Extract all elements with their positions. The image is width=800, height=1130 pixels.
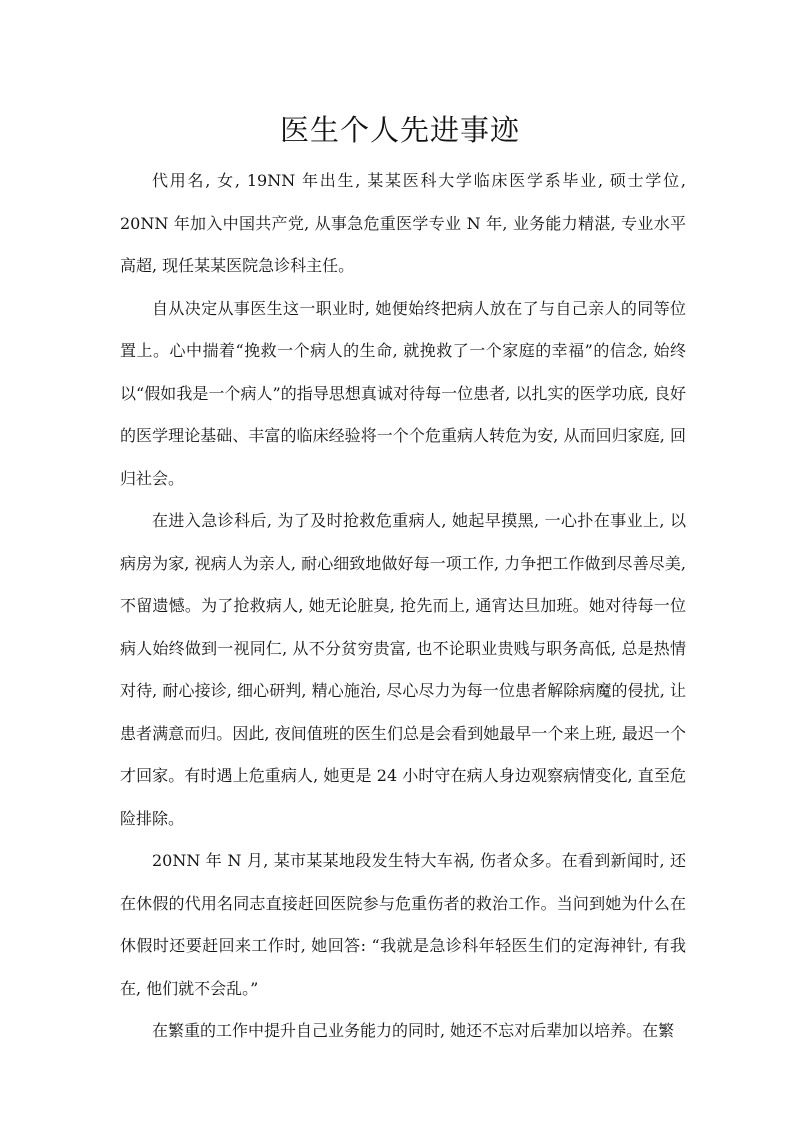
paragraph: 代用名, 女, 19NN 年出生, 某某医科大学临床医学系毕业, 硕士学位, 20NN 年加入中国共产党, 从事急危重医学专业 N 年, 业务能力精湛, 专业水平高超, 现任某某医院急诊科主任。 — [120, 171, 686, 275]
paragraph: 自从决定从事医生这一职业时, 她便始终把病人放在了与自己亲人的同等位置上。心中揣着“挽救一个病人的生命, 就挽救了一个家庭的幸福”的信念, 始终以“假如我是一个病人”的指导思想真诚对待每一位患者, 以扎实的医学功底, 良好的医学理论基础、丰富的临床经验将一个个危重病人转危为安, 从而回归家庭, 回归社会。 — [120, 298, 686, 488]
paragraph: 在繁重的工作中提升自己业务能力的同时, 她还不忘对后辈加以培养。在繁 — [152, 1021, 675, 1040]
document-body — [120, 160, 686, 1053]
paragraph: 20NN 年 N 月, 某市某某地段发生特大车祸, 伤者众多。在看到新闻时, 还在休假的代用名同志直接赶回医院参与危重伤者的救治工作。当问到她为什么在休假时还要赶回来工作时, 她回答: “我就是急诊科年轻医生们的定海神针, 有我在, 他们就不会乱。” — [120, 851, 686, 998]
document-title: 医生个人先进事迹 — [279, 113, 520, 147]
paragraph: 在进入急诊科后, 为了及时抢救危重病人, 她起早摸黑, 一心扑在事业上, 以病房为家, 视病人为亲人, 耐心细致地做好每一项工作, 力争把工作做到尽善尽美, 不留遗憾。为了抢救病人, 她无论脏臭, 抢先而上, 通宵达旦加班。她对待每一位病人始终做到一视同仁, 从不分贫穷贵富, 也不论职业贵贱与职务高低, 总是热情对待, 耐心接诊, 细心研判, 精心施治, 尽心尽力为每一位患者解除病魔的侵扰, 让患者满意而归。因此, 夜间值班的医生们总是会看到她最早一个来上班, 最迟一个才回家。有时遇上危重病人, 她更是 24 小时守在病人身边观察病情变化, 直至危险排除。 — [120, 511, 686, 828]
